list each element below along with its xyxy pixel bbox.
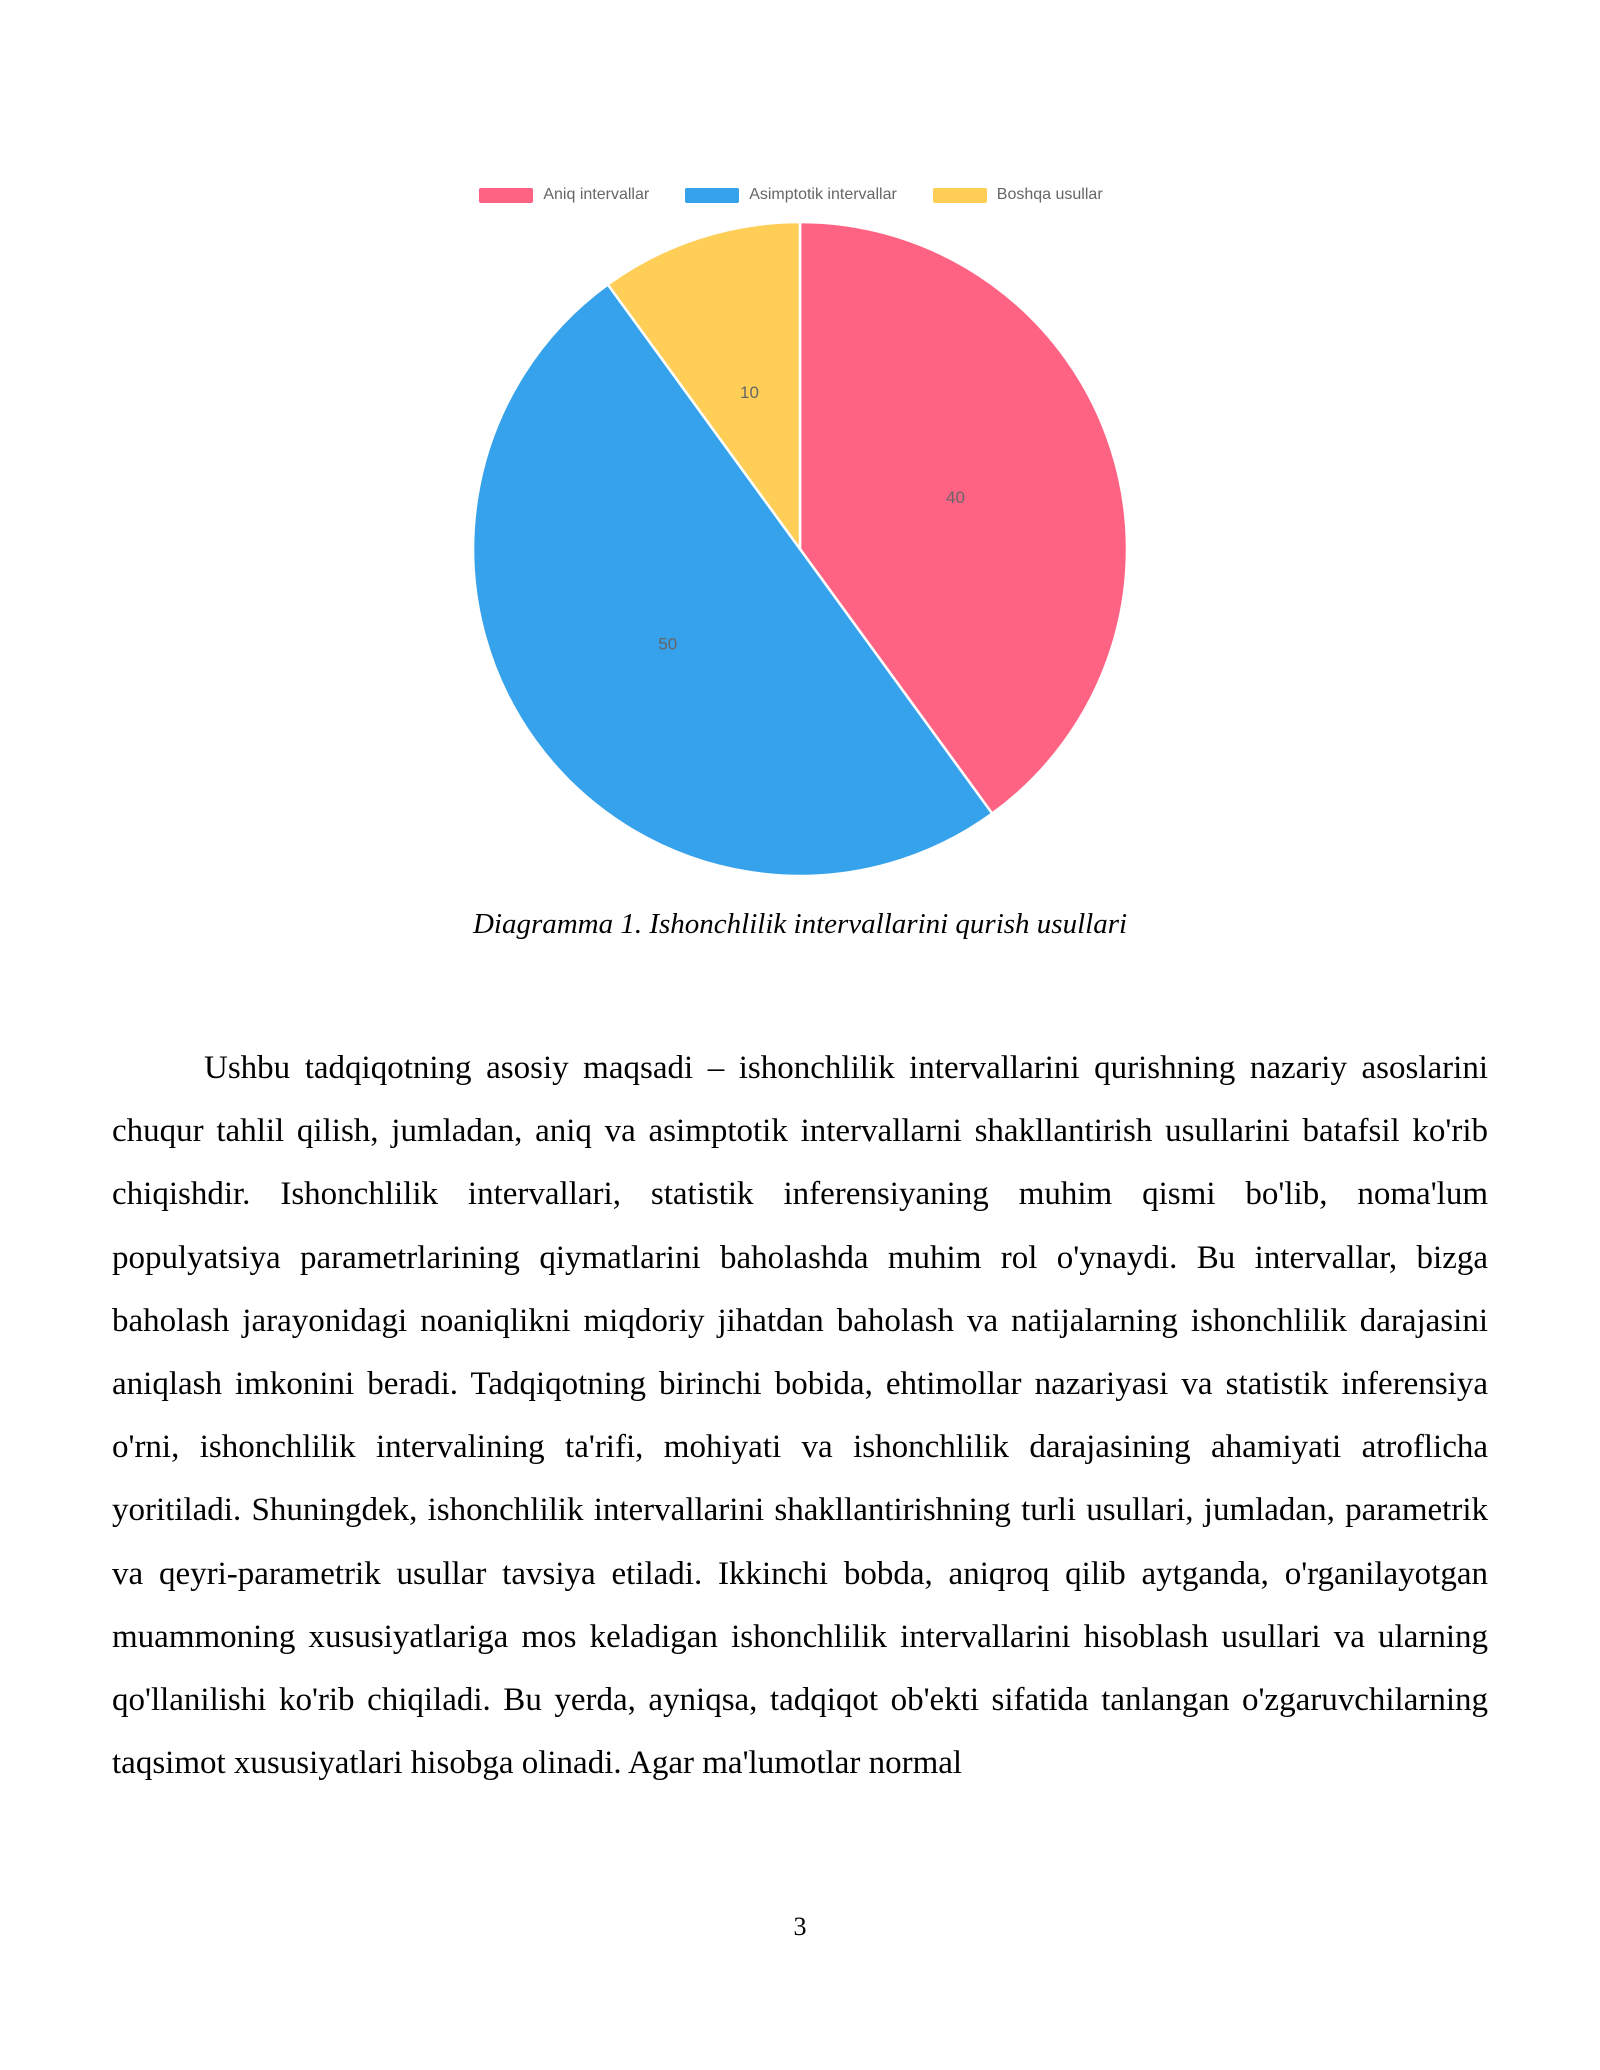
figure-caption: Diagramma 1. Ishonchlilik intervallarini qurish usullari xyxy=(472,908,1128,940)
pie-data-label-boshqa: 10 xyxy=(740,382,759,402)
legend-label-asimptotik: Asimptotik intervallar xyxy=(749,186,897,203)
pie-data-label-aniq: 40 xyxy=(946,487,965,507)
pie-data-label-asimptotik: 50 xyxy=(658,634,678,654)
page-number: 3 xyxy=(793,1912,807,1941)
body-paragraph: Ushbu tadqiqotning asosiy maqsadi – ishonchlilik intervallarini qurishning nazariy asoslarini chuqur tahlil qilish, jumladan, aniq va asimptotik intervallarni shakllantirish usullarini batafsil ko'rib chiqishdir. Ishonchlilik intervallari, statistik inferensiyaning muhim qismi bo'lib, noma'lum populyatsiya parametrlarining qiymatlarini baholashda muhim rol o'ynaydi. Bu intervallar, bizga baholash jarayonidagi noaniqlikni miqdoriy jihatdan baholash va natijalarning ishonchlilik darajasini aniqlash imkonini beradi. Tadqiqotning birinchi bobida, ehtimollar nazariyasi va statistik inferensiya o'rni, ishonchlilik intervalining ta'rifi, mohiyati va ishonchlilik darajasining ahamiyati atroflicha yoritiladi. Shuningdek, ishonchlilik intervallarini shakllantirishning turli usullari, jumladan, parametrik va qeyri-parametrik usullar tavsiya etiladi. Ikkinchi bobda, aniqroq qilib aytganda, o'rganilayotgan muammoning xususiyatlariga mos keladigan ishonchlilik intervallarini hisoblash usullari va ularning qo'llanilishi ko'rib chiqiladi. Bu yerda, ayniqsa, tadqiqot ob'ekti sifatida tanlangan o'zgaruvchilarning taqsimot xususiyatlari hisobga olinadi. Agar ma'lumotlar normal xyxy=(112,1050,1488,1782)
pie-chart xyxy=(0,0,1600,900)
legend-label-aniq: Aniq intervallar xyxy=(543,186,650,203)
legend-label-boshqa: Boshqa usullar xyxy=(996,186,1103,203)
